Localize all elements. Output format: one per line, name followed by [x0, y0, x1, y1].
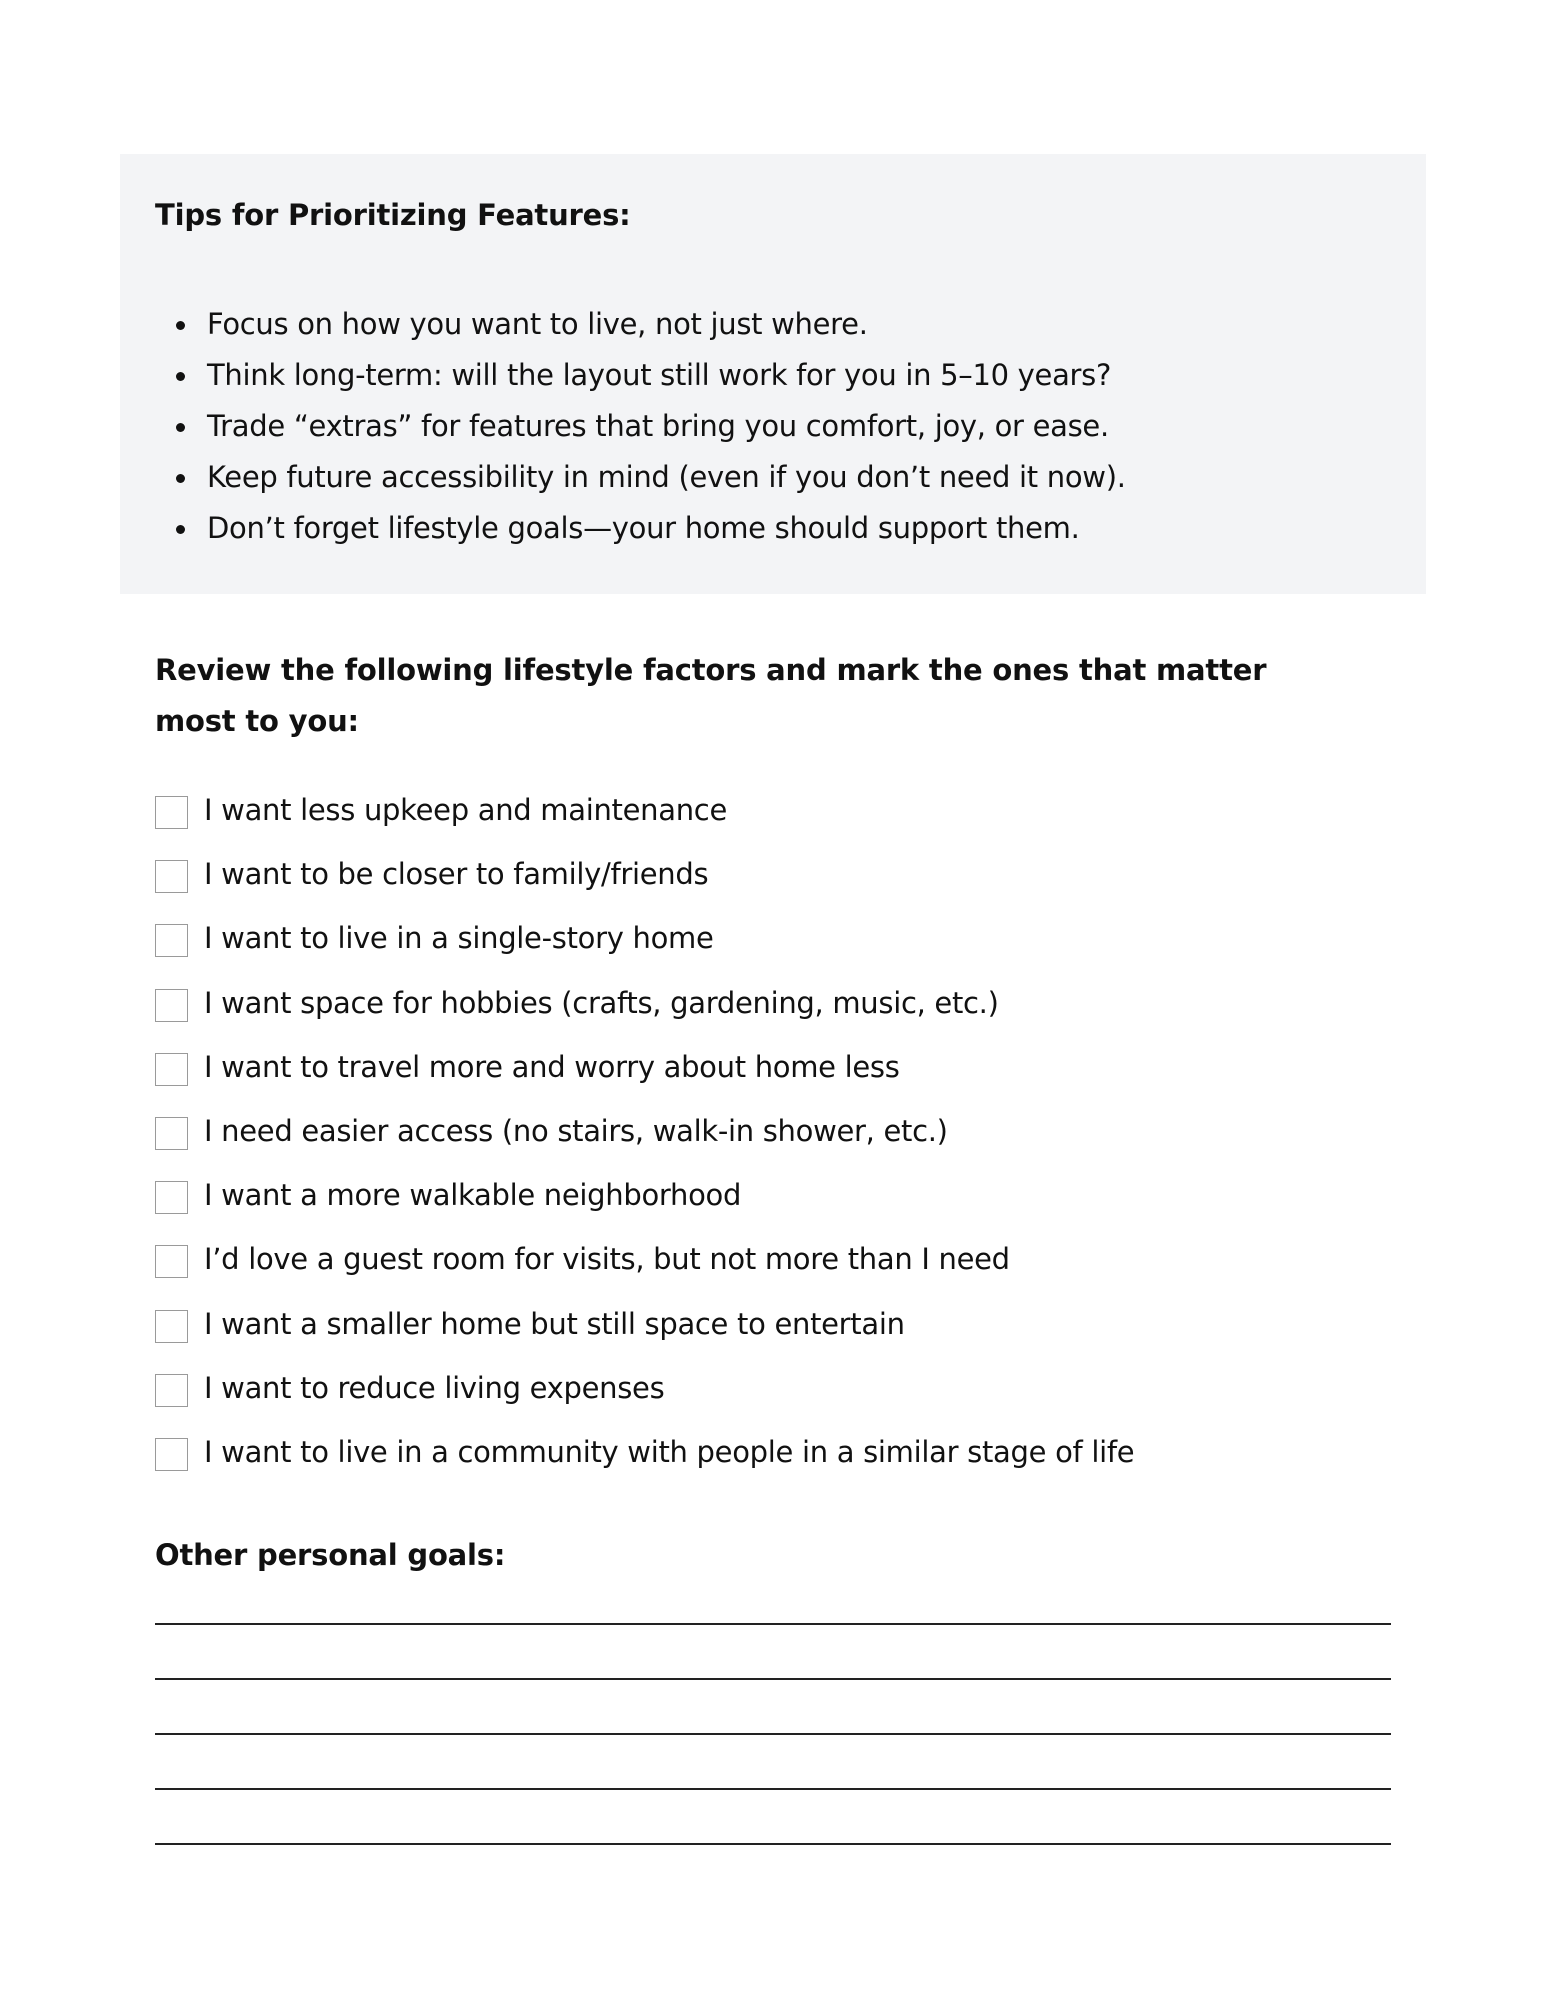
checkbox-label[interactable]: I need easier access (no stairs, walk-in shower, etc.) [204, 1113, 948, 1148]
checkbox[interactable] [155, 1117, 188, 1150]
bullet-icon [176, 372, 185, 381]
checkbox-label[interactable]: I want to live in a single-story home [204, 921, 714, 956]
checkbox-label[interactable]: I want to reduce living expenses [204, 1370, 665, 1405]
checkbox-label[interactable]: I’d love a guest room for visits, but not more than I need [204, 1242, 1010, 1277]
review-heading-line-1: Review the following lifestyle factors and mark the ones that matter [155, 653, 1267, 687]
checkbox-label[interactable]: I want to travel more and worry about home less [204, 1049, 900, 1084]
bullet-icon [176, 525, 185, 534]
checkbox-label[interactable]: I want a more walkable neighborhood [204, 1178, 742, 1213]
tip-text: Keep future accessibility in mind (even if you don’t need it now). [207, 460, 1126, 494]
other-goals-heading: Other personal goals: [155, 1538, 506, 1572]
tip-text: Don’t forget lifestyle goals—your home should support them. [207, 511, 1080, 545]
tip-item [120, 299, 1126, 350]
tip-item [120, 350, 1126, 401]
checkbox[interactable] [155, 1053, 188, 1086]
bullet-icon [176, 423, 185, 432]
tip-text: Focus on how you want to live, not just where. [207, 307, 868, 341]
review-heading-line-2: most to you: [155, 704, 359, 738]
writing-line[interactable] [155, 1843, 1391, 1845]
review-heading [155, 645, 1305, 747]
tips-box [120, 154, 1426, 594]
bullet-icon [176, 321, 185, 330]
tip-text: Trade “extras” for features that bring you comfort, joy, or ease. [207, 409, 1109, 443]
checkbox[interactable] [155, 1310, 188, 1343]
checkbox[interactable] [155, 1181, 188, 1214]
checkbox[interactable] [155, 1374, 188, 1407]
writing-line[interactable] [155, 1788, 1391, 1790]
tip-item [120, 503, 1126, 554]
tips-list [120, 299, 1126, 554]
writing-line[interactable] [155, 1623, 1391, 1625]
writing-line[interactable] [155, 1678, 1391, 1680]
tip-text: Think long-term: will the layout still work for you in 5–10 years? [207, 358, 1112, 392]
checkbox-label[interactable]: I want less upkeep and maintenance [204, 793, 727, 827]
bullet-icon [176, 474, 185, 483]
tip-item [120, 401, 1126, 452]
checkbox[interactable] [155, 924, 188, 957]
checkbox-label[interactable]: I want a smaller home but still space to entertain [204, 1306, 905, 1341]
checkbox[interactable] [155, 989, 188, 1022]
checkbox[interactable] [155, 860, 188, 893]
tips-title: Tips for Prioritizing Features: [155, 198, 631, 232]
checkbox-label[interactable]: I want to live in a community with people in a similar stage of life [204, 1434, 1135, 1469]
checkbox-label[interactable]: I want to be closer to family/friends [204, 857, 709, 892]
writing-line[interactable] [155, 1733, 1391, 1735]
checkbox[interactable] [155, 1438, 188, 1471]
tip-item [120, 452, 1126, 503]
checkbox-label[interactable]: I want space for hobbies (crafts, gardening, music, etc.) [204, 985, 999, 1020]
checkbox[interactable] [155, 796, 188, 829]
checkbox[interactable] [155, 1245, 188, 1278]
